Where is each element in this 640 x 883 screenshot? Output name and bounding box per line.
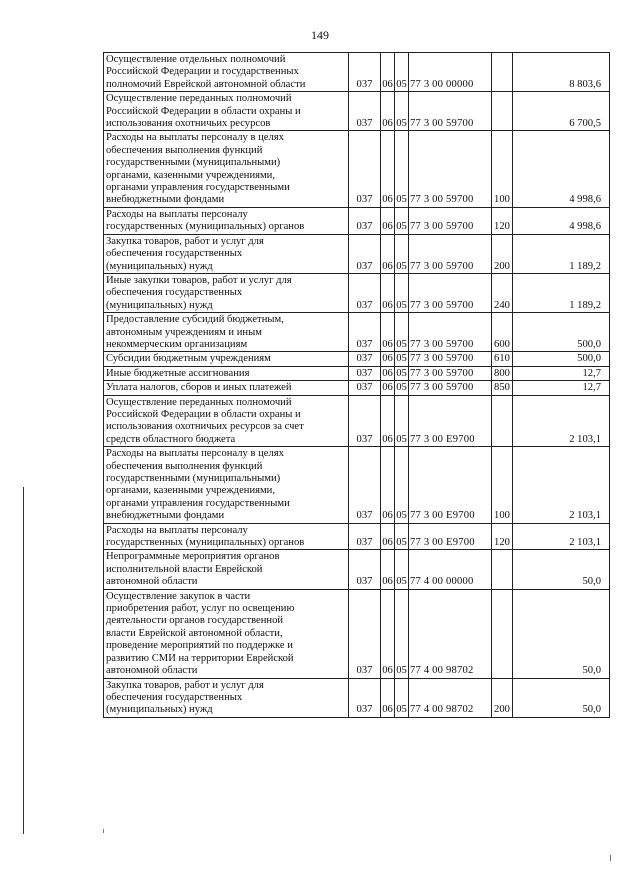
grbs-code: 037 (349, 523, 381, 550)
expense-name (104, 366, 349, 380)
expense-name-line: Иные бюджетные ассигнования (106, 367, 250, 379)
section-code: 06 (381, 92, 395, 131)
amount: 50,0 (513, 589, 610, 678)
section-code: 06 (381, 550, 395, 589)
expense-name (104, 207, 349, 234)
expense-name (104, 523, 349, 550)
page-number: 149 (311, 28, 329, 42)
section-code: 06 (381, 678, 395, 717)
table-row (104, 131, 610, 207)
expense-name-line: средств областного бюджета (106, 433, 236, 445)
target-item-code: 77 3 00 59700 (409, 352, 492, 366)
grbs-code: 037 (349, 53, 381, 92)
expense-name-line: Расходы на выплаты персоналу (106, 208, 248, 220)
target-item-code: 77 3 00 E9700 (409, 447, 492, 523)
expense-name-line: Осуществление закупок в части (106, 590, 251, 602)
amount: 6 700,5 (513, 92, 610, 131)
table-row (104, 523, 610, 550)
section-code: 06 (381, 53, 395, 92)
subsection-code: 05 (395, 92, 409, 131)
grbs-code: 037 (349, 447, 381, 523)
expense-type-code: 610 (492, 352, 513, 366)
amount: 4 998,6 (513, 131, 610, 207)
expense-type-code: 100 (492, 131, 513, 207)
grbs-code: 037 (349, 381, 381, 395)
expense-name-line: государственными (муниципальными) (106, 473, 281, 484)
expense-name-line: исполнительной власти Еврейской (106, 563, 263, 575)
section-code: 06 (381, 273, 395, 312)
grbs-code: 037 (349, 395, 381, 447)
expense-name-line: обеспечения выполнения функций (106, 460, 263, 472)
grbs-code: 037 (349, 366, 381, 380)
table-body (104, 53, 610, 718)
table-row (104, 550, 610, 589)
table-row (104, 273, 610, 312)
expense-name-line: государственных (муниципальных) органов (106, 221, 305, 233)
expense-type-code (492, 53, 513, 92)
grbs-code: 037 (349, 678, 381, 717)
subsection-code: 05 (395, 678, 409, 717)
expense-type-code (492, 92, 513, 131)
section-code: 06 (382, 353, 393, 365)
expense-name-line: Закупка товаров, работ и услуг для (106, 679, 264, 691)
expense-name-line: Непрограммные мероприятия органов (106, 551, 280, 563)
expense-type-code: 600 (492, 313, 513, 352)
target-item-code: 77 3 00 59700 (409, 313, 492, 352)
grbs-code: 037 (349, 313, 381, 352)
amount: 1 189,2 (513, 234, 610, 273)
expense-name-line: органами управления государственными (106, 182, 290, 194)
target-item-code: 77 3 00 59700 (409, 366, 492, 380)
expense-name-line: обеспечения государственных (106, 287, 243, 299)
table-row (104, 352, 610, 366)
amount: 2 103,1 (513, 447, 610, 523)
expense-name-line: Осуществление отдельных полномочий (106, 54, 286, 65)
table-row (104, 234, 610, 273)
target-item-code: 77 3 00 E9700 (409, 395, 492, 447)
subsection-code: 05 (395, 207, 409, 234)
expense-name-line: внебюджетными фондами (106, 194, 225, 206)
subsection-code: 05 (395, 273, 409, 312)
expense-name-line: использования охотничьих ресурсов (106, 118, 271, 130)
expense-name-line: автономной области (106, 665, 198, 677)
section-code: 06 (381, 313, 395, 352)
grbs-code: 037 (349, 273, 381, 312)
subsection-code: 05 (395, 395, 409, 447)
expense-name-line: государственными (муниципальными) (106, 157, 281, 169)
expense-name (104, 273, 349, 312)
table-row (104, 447, 610, 523)
amount: 500,0 (513, 352, 610, 366)
target-item-code: 77 4 00 98702 (409, 589, 492, 678)
amount: 8 803,6 (513, 53, 610, 92)
section-code: 06 (381, 395, 395, 447)
expense-name (104, 589, 349, 678)
expense-name-line: органами, казенными учреждениями, (106, 485, 276, 497)
expense-name-line: некоммерческим организациям (106, 338, 248, 350)
grbs-code: 037 (349, 589, 381, 678)
target-item-code: 77 3 00 E9700 (409, 523, 492, 550)
amount: 50,0 (513, 678, 610, 717)
expense-name-line: Уплата налогов, сборов и иных платежей (106, 382, 292, 394)
expense-name-line: автономной области (106, 576, 198, 588)
expense-name-line: развитию СМИ на территории Еврейской (106, 652, 294, 664)
expense-name-line: власти Еврейской автономной области, (106, 627, 283, 639)
expense-name-line: (муниципальных) нужд (106, 704, 213, 716)
target-item-code: 77 3 00 00000 (409, 53, 492, 92)
expense-name-line: обеспечения выполнения функций (106, 144, 263, 156)
table-row (104, 678, 610, 717)
subsection-code: 05 (396, 382, 407, 394)
table-row (104, 207, 610, 234)
expense-type-code: 200 (492, 678, 513, 717)
expense-type-code: 240 (492, 273, 513, 312)
expense-name-line: полномочий Еврейской автономной области (106, 78, 306, 90)
subsection-code: 05 (396, 353, 407, 365)
section-code: 06 (381, 589, 395, 678)
target-item-code: 77 3 00 59700 (409, 381, 492, 395)
target-item-code: 77 3 00 59700 (409, 234, 492, 273)
expense-name-line: использования охотничьих ресурсов за счет (106, 421, 304, 433)
subsection-code: 05 (395, 234, 409, 273)
expense-type-code: 120 (492, 523, 513, 550)
expense-name-line: проведение мероприятий по поддержке и (106, 640, 293, 652)
expense-type-code (492, 550, 513, 589)
grbs-code: 037 (349, 207, 381, 234)
expense-name (104, 313, 349, 352)
expense-name-line: органами, казенными учреждениями, (106, 169, 276, 181)
expense-name (104, 447, 349, 523)
expense-name-line: (муниципальных) нужд (106, 260, 213, 272)
amount: 2 103,1 (513, 523, 610, 550)
expense-name-line: Российской Федерации в области охраны и (106, 105, 301, 117)
target-item-code: 77 4 00 98702 (409, 678, 492, 717)
table-row (104, 395, 610, 447)
grbs-code: 037 (349, 92, 381, 131)
expense-name-line: Закупка товаров, работ и услуг для (106, 235, 264, 247)
target-item-code: 77 4 00 00000 (409, 550, 492, 589)
expense-name-line: автономным учреждениям и иным (106, 326, 262, 338)
expense-name-line: обеспечения государственных (106, 691, 243, 703)
expense-name-line: Расходы на выплаты персоналу (106, 524, 248, 536)
expense-name (104, 53, 349, 92)
expense-name-line: внебюджетными фондами (106, 510, 225, 522)
expense-name-line: Российской Федерации в области охраны и (106, 408, 301, 420)
subsection-code: 05 (395, 523, 409, 550)
margin-line (23, 487, 24, 834)
expense-type-code: 200 (492, 234, 513, 273)
expense-name (104, 131, 349, 207)
expense-name-line: Расходы на выплаты персоналу в целях (106, 448, 284, 460)
subsection-code: 05 (395, 131, 409, 207)
table-row (104, 589, 610, 678)
expense-name (104, 381, 349, 395)
budget-table (103, 52, 610, 718)
expense-name-line: приобретения работ, услуг по освещению (106, 603, 295, 615)
target-item-code: 77 3 00 59700 (409, 92, 492, 131)
expense-name-line: деятельности органов государственной (106, 615, 284, 627)
subsection-code: 05 (396, 367, 407, 379)
amount: 4 998,6 (513, 207, 610, 234)
section-code: 06 (381, 447, 395, 523)
expense-name-line: обеспечения государственных (106, 248, 243, 260)
expense-name-line: Расходы на выплаты персоналу в целях (106, 132, 284, 144)
table-row (104, 366, 610, 380)
section-code: 06 (381, 523, 395, 550)
subsection-code: 05 (395, 53, 409, 92)
table-row (104, 92, 610, 131)
expense-name (104, 678, 349, 717)
grbs-code: 037 (349, 234, 381, 273)
section-code: 06 (382, 382, 393, 394)
expense-type-code: 120 (492, 207, 513, 234)
expense-name-line: Российской Федерации и государственных (106, 66, 299, 78)
target-item-code: 77 3 00 59700 (409, 273, 492, 312)
expense-type-code: 100 (492, 447, 513, 523)
amount: 12,7 (513, 366, 610, 380)
section-code: 06 (382, 367, 393, 379)
expense-name-line: Осуществление переданных полномочий (106, 396, 292, 408)
expense-name (104, 352, 349, 366)
amount: 2 103,1 (513, 395, 610, 447)
table-row (104, 381, 610, 395)
section-code: 06 (381, 131, 395, 207)
subsection-code: 05 (395, 447, 409, 523)
expense-name (104, 92, 349, 131)
expense-name-line: Субсидии бюджетным учреждениям (106, 353, 271, 365)
expense-type-code: 800 (492, 366, 513, 380)
grbs-code: 037 (349, 550, 381, 589)
subsection-code: 05 (395, 589, 409, 678)
expense-name-line: Предоставление субсидий бюджетным, (106, 314, 284, 326)
grbs-code: 037 (349, 131, 381, 207)
table-row (104, 53, 610, 92)
section-code: 06 (381, 207, 395, 234)
amount: 500,0 (513, 313, 610, 352)
expense-type-code (492, 395, 513, 447)
expense-name-line: органами управления государственными (106, 497, 290, 509)
expense-name-line: государственных (муниципальных) органов (106, 537, 305, 549)
expense-name (104, 234, 349, 273)
expense-name (104, 395, 349, 447)
amount: 12,7 (513, 381, 610, 395)
expense-name-line: Иные закупки товаров, работ и услуг для (106, 274, 292, 286)
expense-name-line: Осуществление переданных полномочий (106, 93, 292, 105)
scan-mark (103, 829, 104, 833)
grbs-code: 037 (349, 352, 381, 366)
expense-type-code: 850 (492, 381, 513, 395)
scan-mark (610, 855, 611, 861)
target-item-code: 77 3 00 59700 (409, 207, 492, 234)
amount: 1 189,2 (513, 273, 610, 312)
amount: 50,0 (513, 550, 610, 589)
target-item-code: 77 3 00 59700 (409, 131, 492, 207)
expense-type-code (492, 589, 513, 678)
expense-name (104, 550, 349, 589)
table-row (104, 313, 610, 352)
subsection-code: 05 (395, 313, 409, 352)
section-code: 06 (381, 234, 395, 273)
subsection-code: 05 (395, 550, 409, 589)
expense-name-line: (муниципальных) нужд (106, 299, 213, 311)
